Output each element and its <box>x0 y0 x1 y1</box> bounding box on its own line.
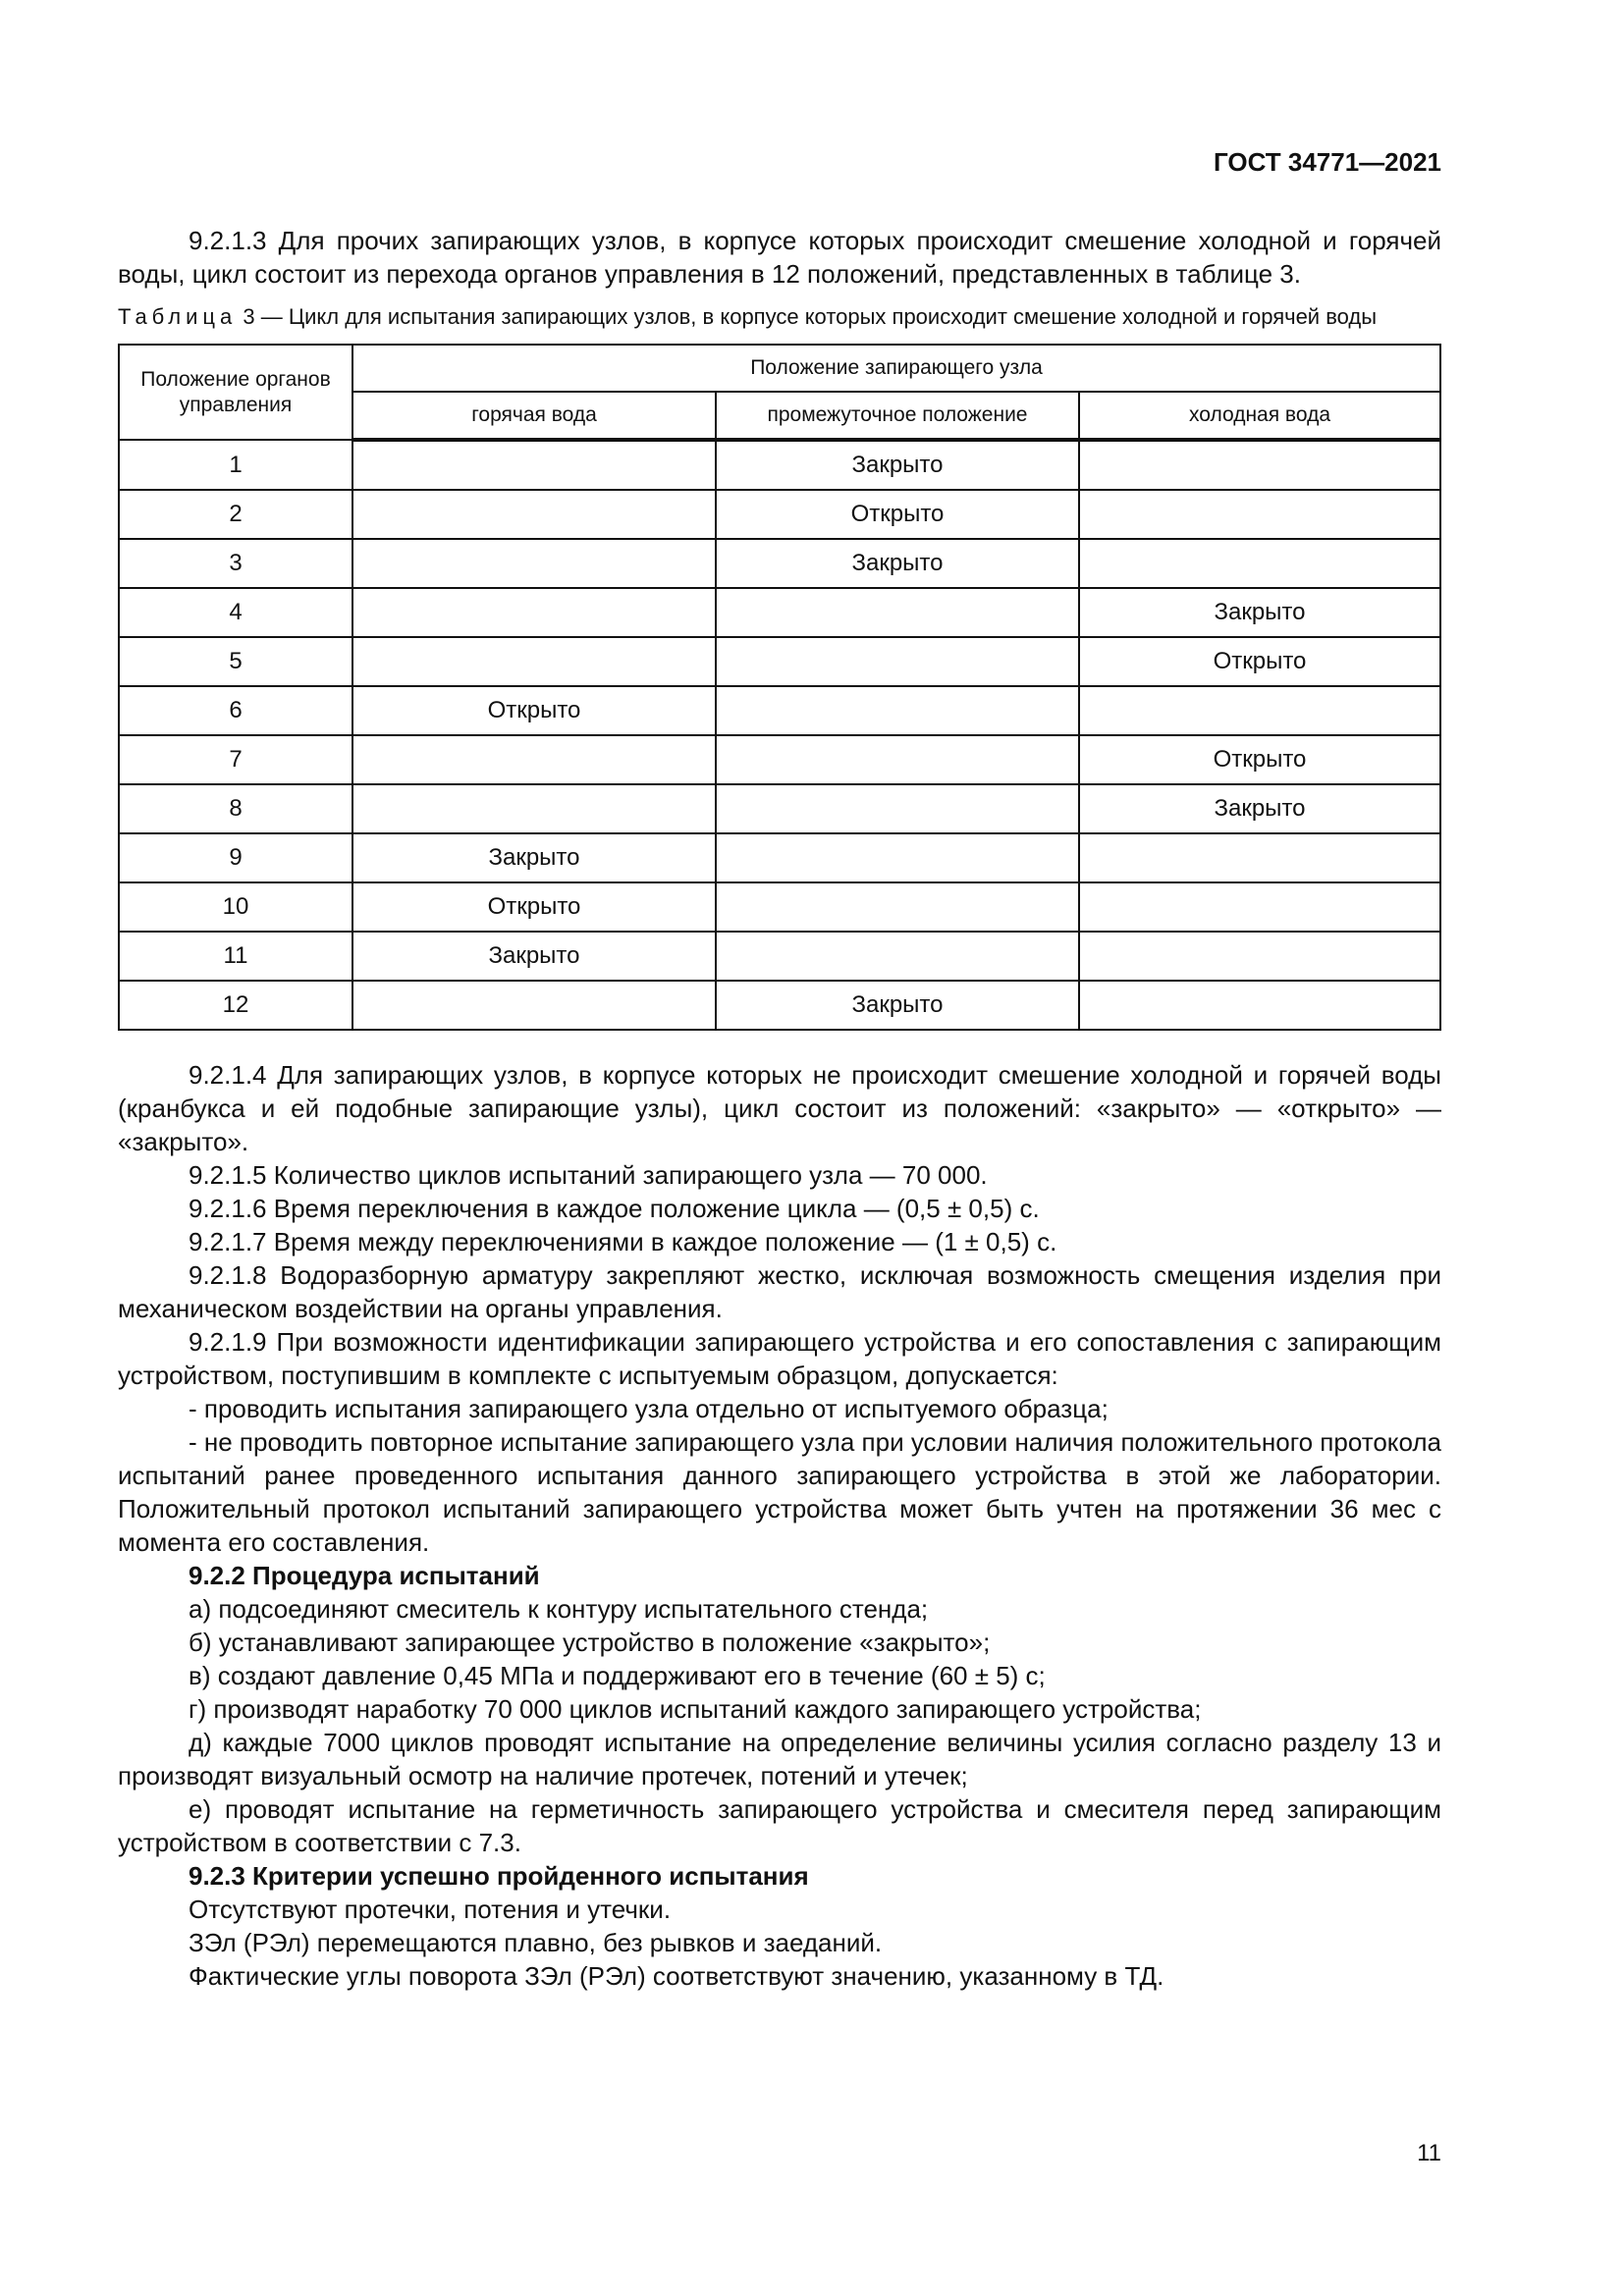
cycle-table <box>118 344 1441 1031</box>
table-row <box>119 981 1440 1030</box>
cell-intermediate: Закрыто <box>716 539 1079 588</box>
intro-paragraph: 9.2.1.3 Для прочих запирающих узлов, в корпусе которых происходит смешение холодной и горячей воды, цикл состоит из перехода органов управления в 12 положений, представленных в таблице 3. <box>118 226 1441 289</box>
cell-position: 3 <box>119 539 352 588</box>
body-paragraph: в) создают давление 0,45 МПа и поддерживают его в течение (60 ± 5) с; <box>189 1661 1046 1690</box>
cell-cold-water <box>1079 490 1440 539</box>
cell-position: 12 <box>119 981 352 1030</box>
cell-cold-water <box>1079 440 1440 490</box>
cell-intermediate <box>716 588 1079 637</box>
table-caption-text: 3 — Цикл для испытания запирающих узлов, в корпусе которых происходит смешение холодной и горячей воды <box>237 304 1378 329</box>
cell-intermediate <box>716 932 1079 981</box>
body-paragraph: а) подсоединяют смеситель к контуру испытательного стенда; <box>189 1594 929 1624</box>
table-row <box>119 588 1440 637</box>
cell-cold-water: Закрыто <box>1079 588 1440 637</box>
cell-position: 11 <box>119 932 352 981</box>
cell-hot-water <box>352 440 716 490</box>
cell-intermediate <box>716 882 1079 932</box>
body-paragraph: д) каждые 7000 циклов проводят испытание на определение величины усилия согласно разделу 13 и производят визуальный осмотр на наличие протечек, потений и утечек; <box>118 1728 1441 1790</box>
table-row <box>119 932 1440 981</box>
body-paragraph: 9.2.1.5 Количество циклов испытаний запирающего узла — 70 000. <box>189 1160 988 1190</box>
table-row <box>119 882 1440 932</box>
cell-hot-water <box>352 490 716 539</box>
cell-cold-water: Открыто <box>1079 637 1440 686</box>
table-row <box>119 686 1440 735</box>
cell-hot-water: Закрыто <box>352 932 716 981</box>
table-row <box>119 784 1440 833</box>
body-paragraph: 9.2.1.6 Время переключения в каждое положение цикла — (0,5 ± 0,5) с. <box>189 1194 1040 1223</box>
cell-cold-water <box>1079 539 1440 588</box>
cell-hot-water <box>352 637 716 686</box>
cell-intermediate <box>716 784 1079 833</box>
paragraph-list <box>118 1058 1441 1993</box>
cell-position: 1 <box>119 440 352 490</box>
body-paragraph: б) устанавливают запирающее устройство в положение «закрыто»; <box>189 1628 991 1657</box>
cell-hot-water: Открыто <box>352 882 716 932</box>
cell-cold-water <box>1079 686 1440 735</box>
cell-cold-water <box>1079 833 1440 882</box>
cell-intermediate: Открыто <box>716 490 1079 539</box>
cell-cold-water <box>1079 882 1440 932</box>
header-intermediate: промежуточное положение <box>716 392 1079 440</box>
cell-hot-water: Открыто <box>352 686 716 735</box>
cell-hot-water <box>352 735 716 784</box>
body-paragraph: г) производят наработку 70 000 циклов испытаний каждого запирающего устройства; <box>189 1694 1202 1724</box>
cell-cold-water: Закрыто <box>1079 784 1440 833</box>
cell-position: 10 <box>119 882 352 932</box>
page-content <box>118 224 1441 1993</box>
body-paragraph: ЗЭл (РЭл) перемещаются плавно, без рывков и заеданий. <box>189 1928 883 1957</box>
cell-cold-water <box>1079 981 1440 1030</box>
body-paragraph: Отсутствуют протечки, потения и утечки. <box>189 1895 672 1924</box>
cell-hot-water <box>352 981 716 1030</box>
cell-position: 4 <box>119 588 352 637</box>
cell-intermediate <box>716 833 1079 882</box>
body-paragraph: 9.2.1.9 При возможности идентификации запирающего устройства и его сопоставления с запирающим устройством, поступившим в комплекте с испытуемым образцом, допускается: <box>118 1327 1441 1390</box>
body-paragraph: е) проводят испытание на герметичность запирающего устройства и смесителя перед запирающим устройством в соответствии с 7.3. <box>118 1794 1441 1857</box>
cell-hot-water: Закрыто <box>352 833 716 882</box>
cell-intermediate: Закрыто <box>716 981 1079 1030</box>
body-paragraph: 9.2.1.7 Время между переключениями в каждое положение — (1 ± 0,5) с. <box>189 1227 1057 1256</box>
cell-position: 8 <box>119 784 352 833</box>
cell-cold-water: Открыто <box>1079 735 1440 784</box>
body-paragraph: Фактические углы поворота ЗЭл (РЭл) соответствуют значению, указанному в ТД. <box>189 1961 1164 1991</box>
table-row <box>119 539 1440 588</box>
table-row <box>119 440 1440 490</box>
table-caption <box>118 302 1441 332</box>
page-number: 11 <box>1417 2140 1441 2166</box>
cell-position: 6 <box>119 686 352 735</box>
section-heading: 9.2.3 Критерии успешно пройденного испытания <box>189 1861 809 1891</box>
table-row <box>119 735 1440 784</box>
cell-intermediate <box>716 686 1079 735</box>
cell-position: 5 <box>119 637 352 686</box>
table-row <box>119 833 1440 882</box>
body-paragraph: - не проводить повторное испытание запирающего узла при условии наличия положительного протокола испытаний ранее проведенного испытания данного запирающего устройства в этой же лаборатории. Положительный протокол испытаний запирающего устройства может быть учтен на протяжении 36 мес с момента его составления. <box>118 1427 1441 1557</box>
header-control-position: Положение органов управления <box>119 345 352 440</box>
cell-position: 7 <box>119 735 352 784</box>
cell-cold-water <box>1079 932 1440 981</box>
cell-position: 9 <box>119 833 352 882</box>
cell-intermediate: Закрыто <box>716 440 1079 490</box>
table-caption-label: Таблица <box>118 304 238 329</box>
cell-hot-water <box>352 539 716 588</box>
header-cold-water: холодная вода <box>1079 392 1440 440</box>
cell-intermediate <box>716 637 1079 686</box>
standard-number: ГОСТ 34771—2021 <box>1214 147 1441 177</box>
section-heading: 9.2.2 Процедура испытаний <box>189 1561 540 1590</box>
header-hot-water: горячая вода <box>352 392 716 440</box>
cell-intermediate <box>716 735 1079 784</box>
table-row <box>119 490 1440 539</box>
cell-hot-water <box>352 784 716 833</box>
cell-hot-water <box>352 588 716 637</box>
table-body <box>119 440 1440 1030</box>
header-valve-position: Положение запирающего узла <box>352 345 1440 392</box>
table-row <box>119 637 1440 686</box>
body-paragraph: 9.2.1.4 Для запирающих узлов, в корпусе которых не происходит смешение холодной и горячей воды (кранбукса и ей подобные запирающие узлы), цикл состоит из положений: «закрыто» — «открыто» — «закрыто». <box>118 1060 1441 1156</box>
body-paragraph: - проводить испытания запирающего узла отдельно от испытуемого образца; <box>189 1394 1109 1423</box>
cell-position: 2 <box>119 490 352 539</box>
body-paragraph: 9.2.1.8 Водоразборную арматуру закрепляют жестко, исключая возможность смещения изделия при механическом воздействии на органы управления. <box>118 1260 1441 1323</box>
